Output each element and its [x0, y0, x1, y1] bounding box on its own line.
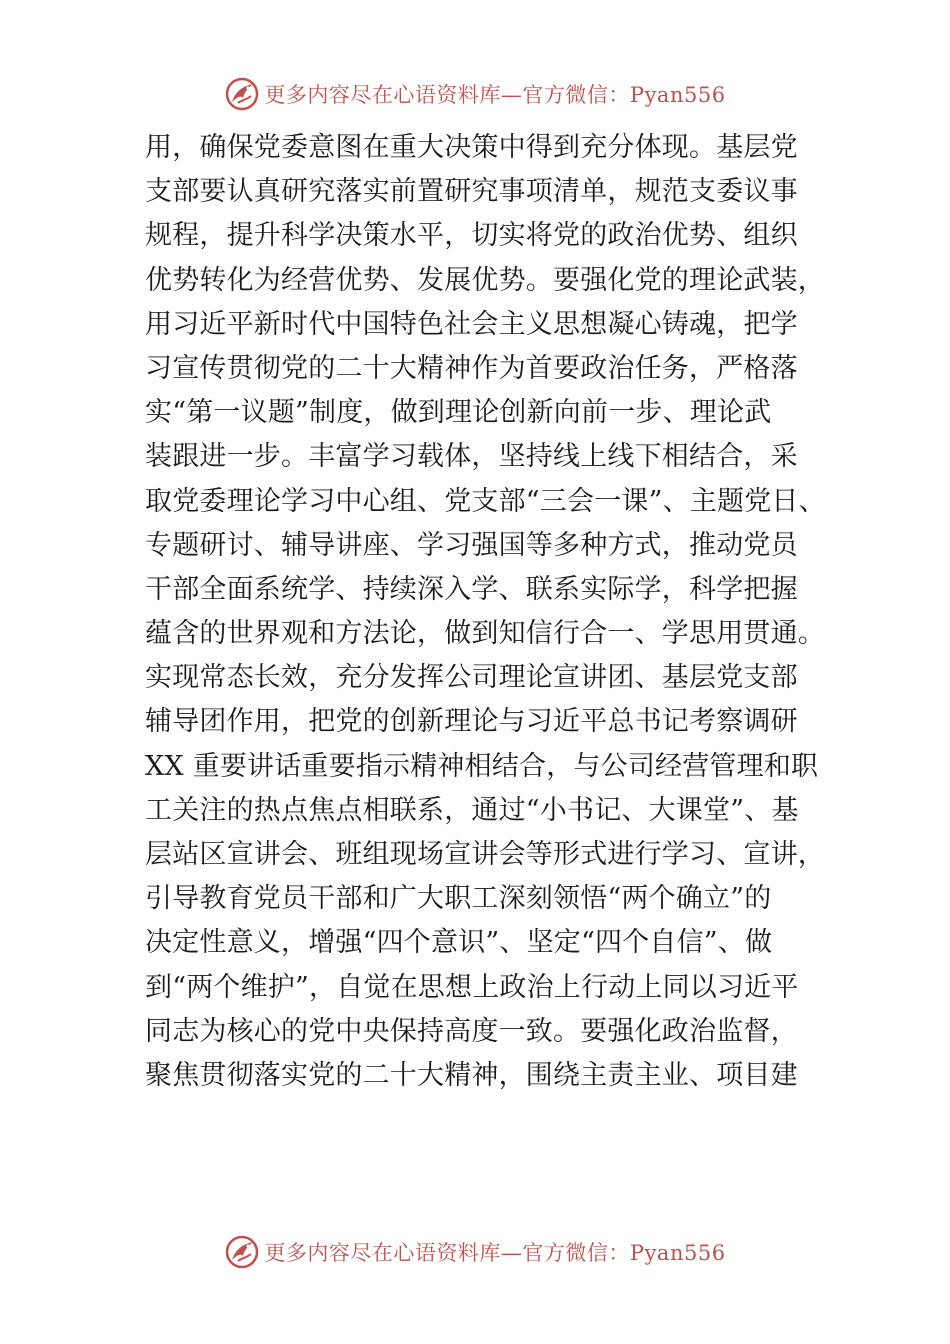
- body-line: XX 重要讲话重要指示精神相结合，与公司经营管理和职: [145, 750, 819, 782]
- body-line: 实“第一议题”制度，做到理论创新向前一步、理论武: [145, 397, 772, 429]
- body-line: 引导教育党员干部和广大职工深刻领悟“两个确立”的: [145, 883, 772, 915]
- body-line: 聚焦贯彻落实党的二十大精神，围绕主责主业、项目建: [145, 1059, 798, 1091]
- body-line: 规程，提升科学决策水平，切实将党的政治优势、组织: [145, 220, 798, 252]
- body-line: 干部全面系统学、持续深入学、联系实际学，科学把握: [145, 573, 798, 605]
- footer-banner-text: 更多内容尽在心语资料库—官方微信：Pyan556: [264, 1241, 726, 1265]
- body-line: 实现常态长效，充分发挥公司理论宣讲团、基层党支部: [145, 662, 798, 694]
- body-line: 习宣传贯彻党的二十大精神作为首要政治任务，严格落: [145, 352, 798, 384]
- body-line: 同志为核心的党中央保持高度一致。要强化政治监督，: [145, 1015, 798, 1047]
- phoenix-logo-icon: [224, 76, 260, 112]
- header-banner: [0, 72, 950, 116]
- body-text: [145, 126, 826, 1098]
- body-line: 用，确保党委意图在重大决策中得到充分体现。基层党: [145, 132, 798, 163]
- footer-banner: [0, 1230, 950, 1274]
- phoenix-logo-icon: [224, 1234, 260, 1270]
- body-line: 专题研讨、辅导讲座、学习强国等多种方式，推动党员: [145, 529, 798, 561]
- body-line: 蕴含的世界观和方法论，做到知信行合一、学思用贯通。: [145, 618, 825, 650]
- body-line: 取党委理论学习中心组、党支部“三会一课”、主题党日、: [145, 485, 826, 517]
- body-line: 优势转化为经营优势、发展优势。要强化党的理论武装，: [145, 264, 825, 296]
- body-line: 辅导团作用，把党的创新理论与习近平总书记考察调研: [145, 706, 798, 738]
- body-line: 层站区宣讲会、班组现场宣讲会等形式进行学习、宣讲，: [145, 839, 825, 870]
- body-line: 到“两个维护”，自觉在思想上政治上行动上同以习近平: [145, 971, 799, 1003]
- body-line: 装跟进一步。丰富学习载体，坚持线上线下相结合，采: [145, 441, 798, 473]
- header-banner-text: 更多内容尽在心语资料库—官方微信：Pyan556: [264, 83, 726, 107]
- body-line: 支部要认真研究落实前置研究事项清单，规范支委议事: [145, 176, 798, 208]
- body-line: 用习近平新时代中国特色社会主义思想凝心铸魂，把学: [145, 308, 798, 340]
- body-line: 工关注的热点焦点相联系，通过“小书记、大课堂”、基: [145, 794, 799, 826]
- body-line: 决定性意义，增强“四个意识”、坚定“四个自信”、做: [145, 927, 773, 959]
